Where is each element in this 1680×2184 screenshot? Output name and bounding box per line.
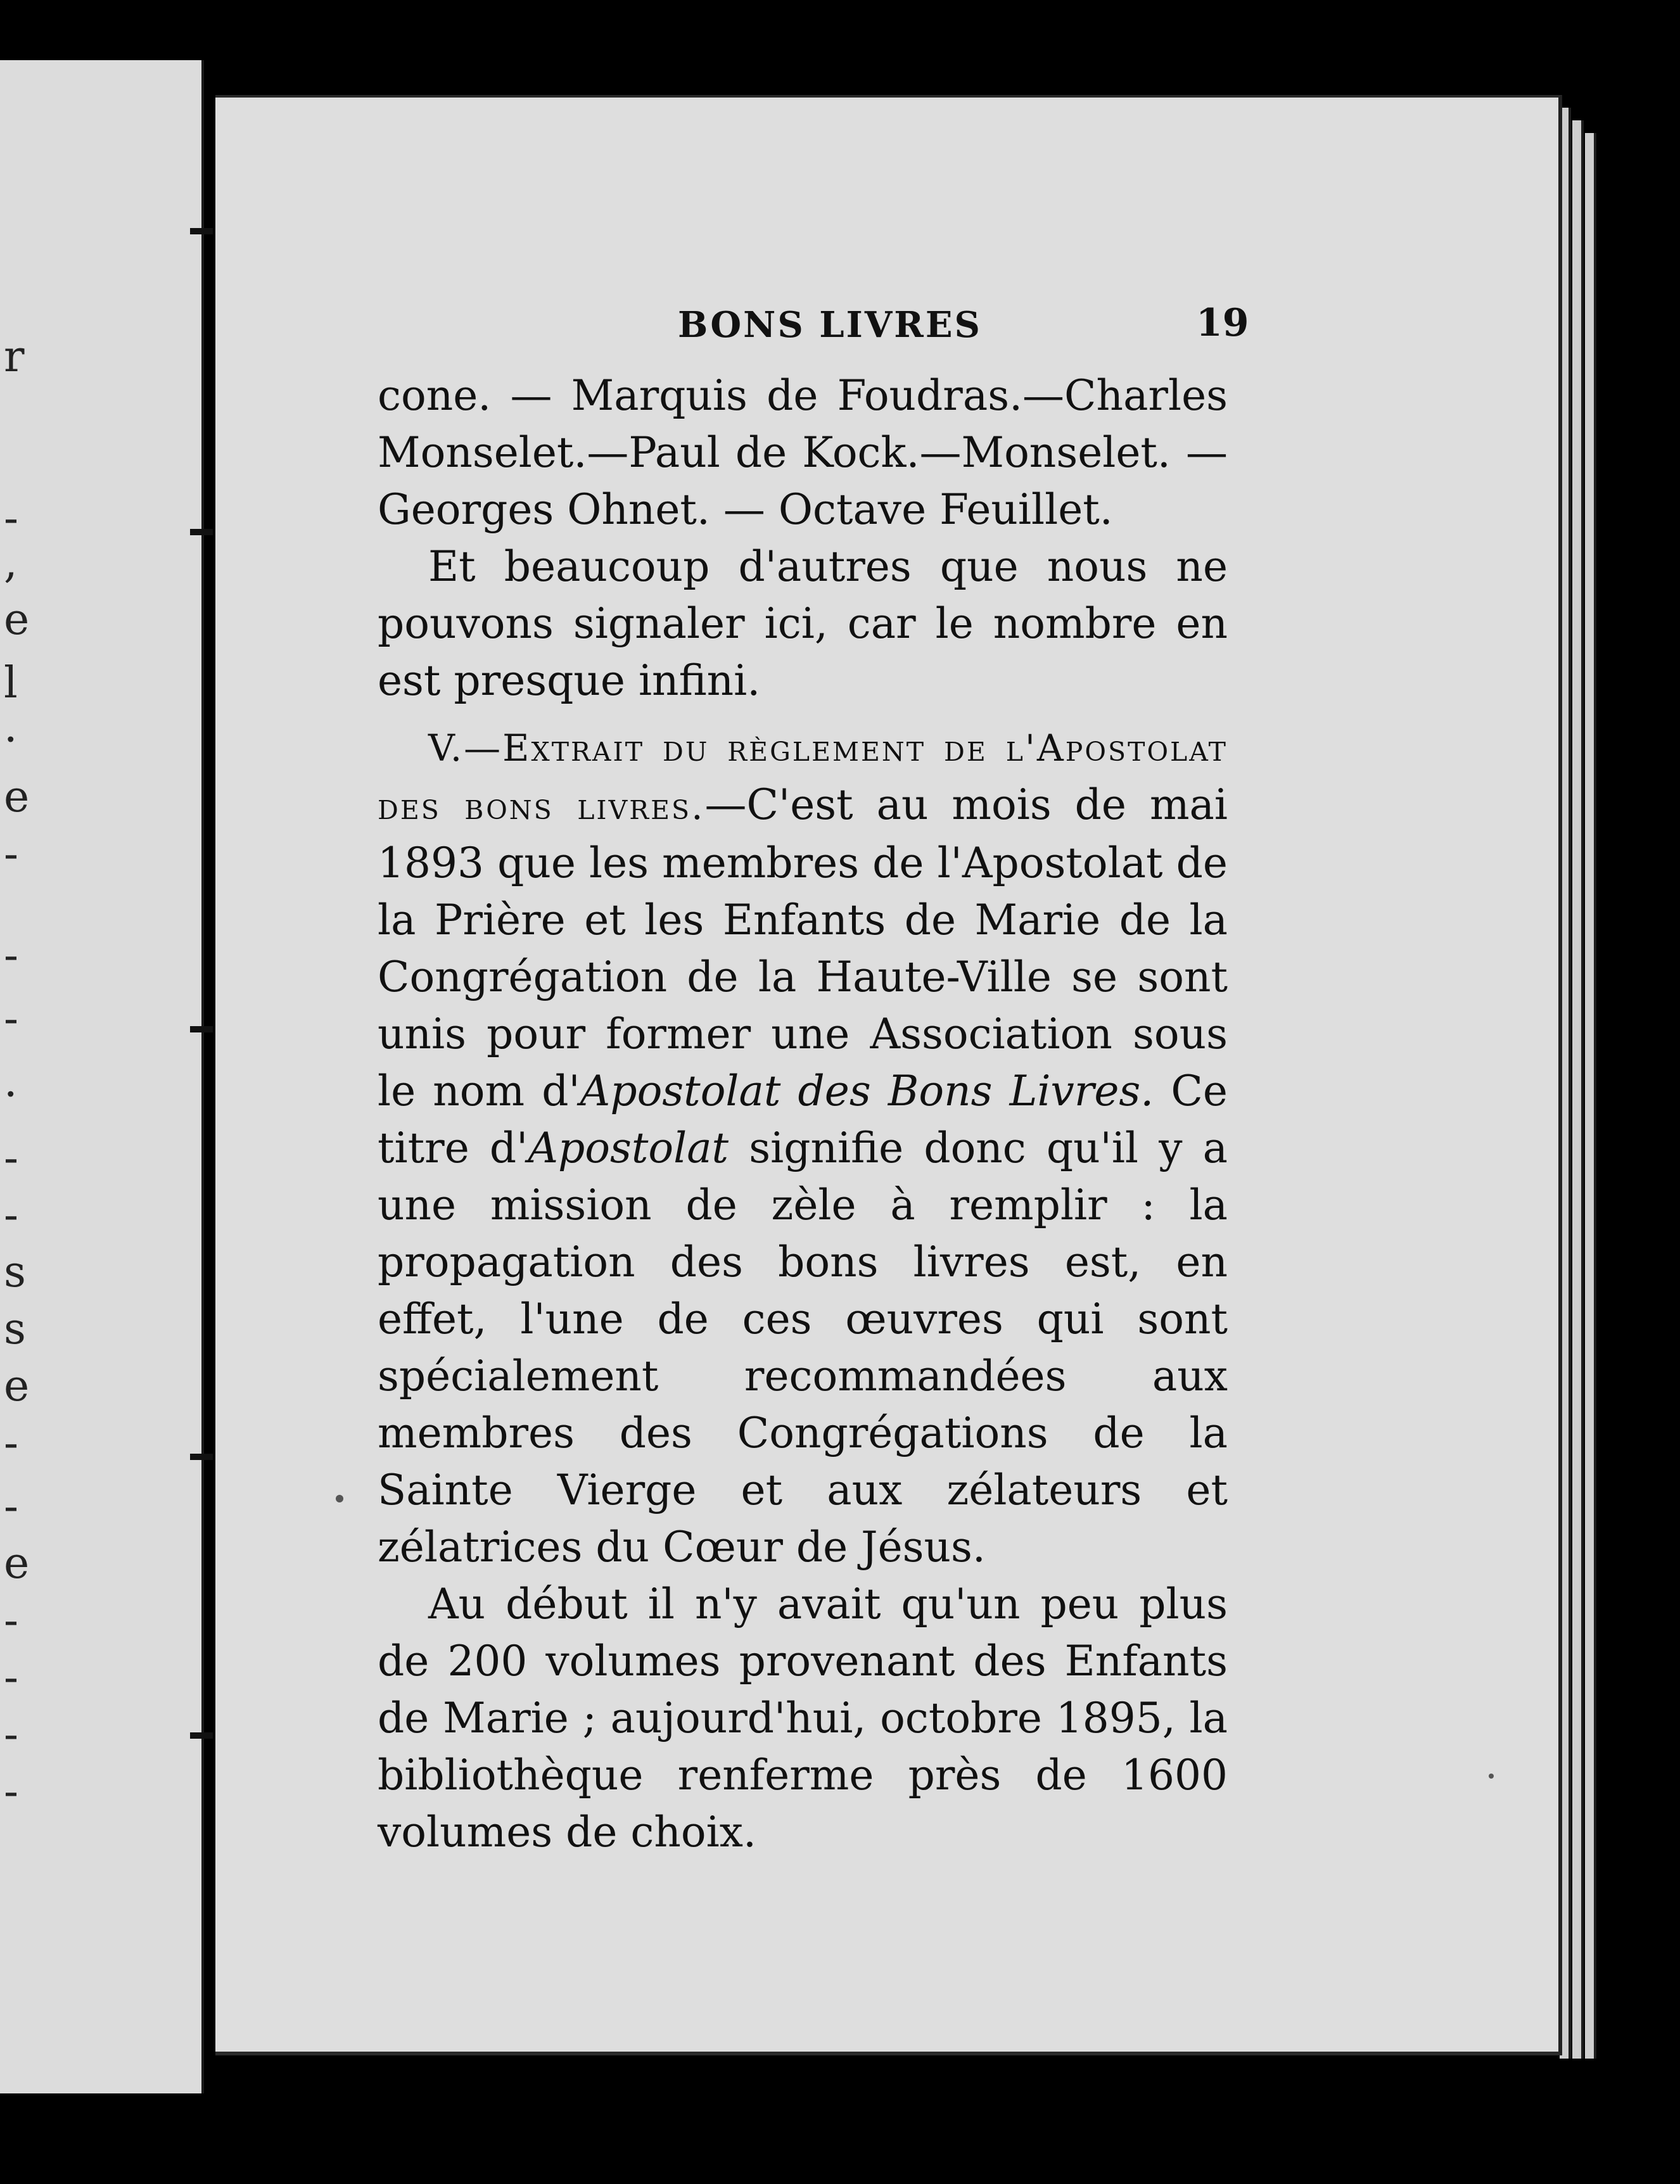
ink-speck bbox=[1489, 1774, 1494, 1779]
page-number: 19 bbox=[1196, 301, 1249, 345]
left-page-char: · bbox=[4, 1070, 18, 1120]
left-page-char: - bbox=[4, 1418, 18, 1468]
left-page-char: - bbox=[4, 1710, 18, 1760]
paragraph-text: signifie donc qu'il y a une mission de zèle à remplir : la propagation des bons livres est, en effet, l'une de ces œuvres qui sont spécialement recommandées aux membres des Congrégations de la Sainte Vierge et aux zélateurs et zélatrices du Cœur de Jésus. bbox=[378, 1124, 1228, 1571]
section-paragraph bbox=[378, 718, 1228, 1576]
paragraph-text: —C'est au mois de mai 1893 que les membres de l'Apostolat de la Prière et les Enfants de Marie de la Congrégation de la Haute-Ville se sont unis pour former une Association sous le nom d' bbox=[378, 780, 1228, 1115]
left-page-char: - bbox=[4, 1482, 18, 1532]
page-stack-edge bbox=[1572, 120, 1584, 2059]
ink-speck bbox=[336, 1495, 343, 1502]
left-page-char: - bbox=[4, 1190, 18, 1240]
binding-thread-mark bbox=[190, 1732, 213, 1739]
left-page-char: - bbox=[4, 930, 18, 981]
paragraph: cone. — Marquis de Foudras.—Charles Monselet.—Paul de Kock.—Monselet. — Georges Ohnet. — Octave Feuillet. bbox=[378, 371, 1228, 534]
binding-thread-mark bbox=[190, 529, 213, 535]
left-page-char: s bbox=[4, 1247, 26, 1297]
paragraph: Et beaucoup d'autres que nous ne pouvons signaler ici, car le nombre en est presque infini. bbox=[378, 542, 1228, 705]
section-heading: V.—Extrait du règlement de l'Apostolat des bons livres. bbox=[378, 727, 1228, 828]
left-page-char: - bbox=[4, 1767, 18, 1817]
left-page-char: · bbox=[4, 715, 18, 765]
left-page-char: e bbox=[4, 1361, 30, 1411]
binding-thread-mark bbox=[190, 228, 213, 234]
left-page-edge bbox=[0, 60, 204, 2093]
left-page-char: e bbox=[4, 1539, 30, 1589]
page-stack-edge bbox=[1585, 133, 1596, 2059]
binding-thread-mark bbox=[190, 1454, 213, 1460]
left-page-char: - bbox=[4, 1653, 18, 1703]
left-page-char: - bbox=[4, 1596, 18, 1646]
left-page-char: r bbox=[4, 332, 25, 382]
left-page-char: - bbox=[4, 829, 18, 879]
left-page-char: - bbox=[4, 1133, 18, 1183]
paragraph-text: Ce titre d' bbox=[378, 1067, 1228, 1172]
running-title: BONS LIVRES bbox=[678, 304, 982, 346]
left-page-char: l bbox=[4, 658, 18, 708]
left-page-char: - bbox=[4, 493, 18, 543]
italic-title: Apostolat des Bons Livres. bbox=[580, 1067, 1154, 1115]
paragraph: Au début il n'y avait qu'un peu plus de 200 volumes provenant des Enfants de Marie ; aujourd'hui, octobre 1895, la bibliothèque renferme près de 1600 volumes de choix. bbox=[378, 1580, 1228, 1857]
left-page-char: , bbox=[4, 538, 18, 588]
binding-thread-mark bbox=[190, 1026, 213, 1032]
italic-word: Apostolat bbox=[528, 1124, 729, 1172]
left-page-char: s bbox=[4, 1304, 26, 1354]
body-text bbox=[378, 367, 1228, 1861]
left-page-char: - bbox=[4, 994, 18, 1044]
left-page-char: e bbox=[4, 595, 30, 645]
left-page-char: e bbox=[4, 772, 30, 822]
